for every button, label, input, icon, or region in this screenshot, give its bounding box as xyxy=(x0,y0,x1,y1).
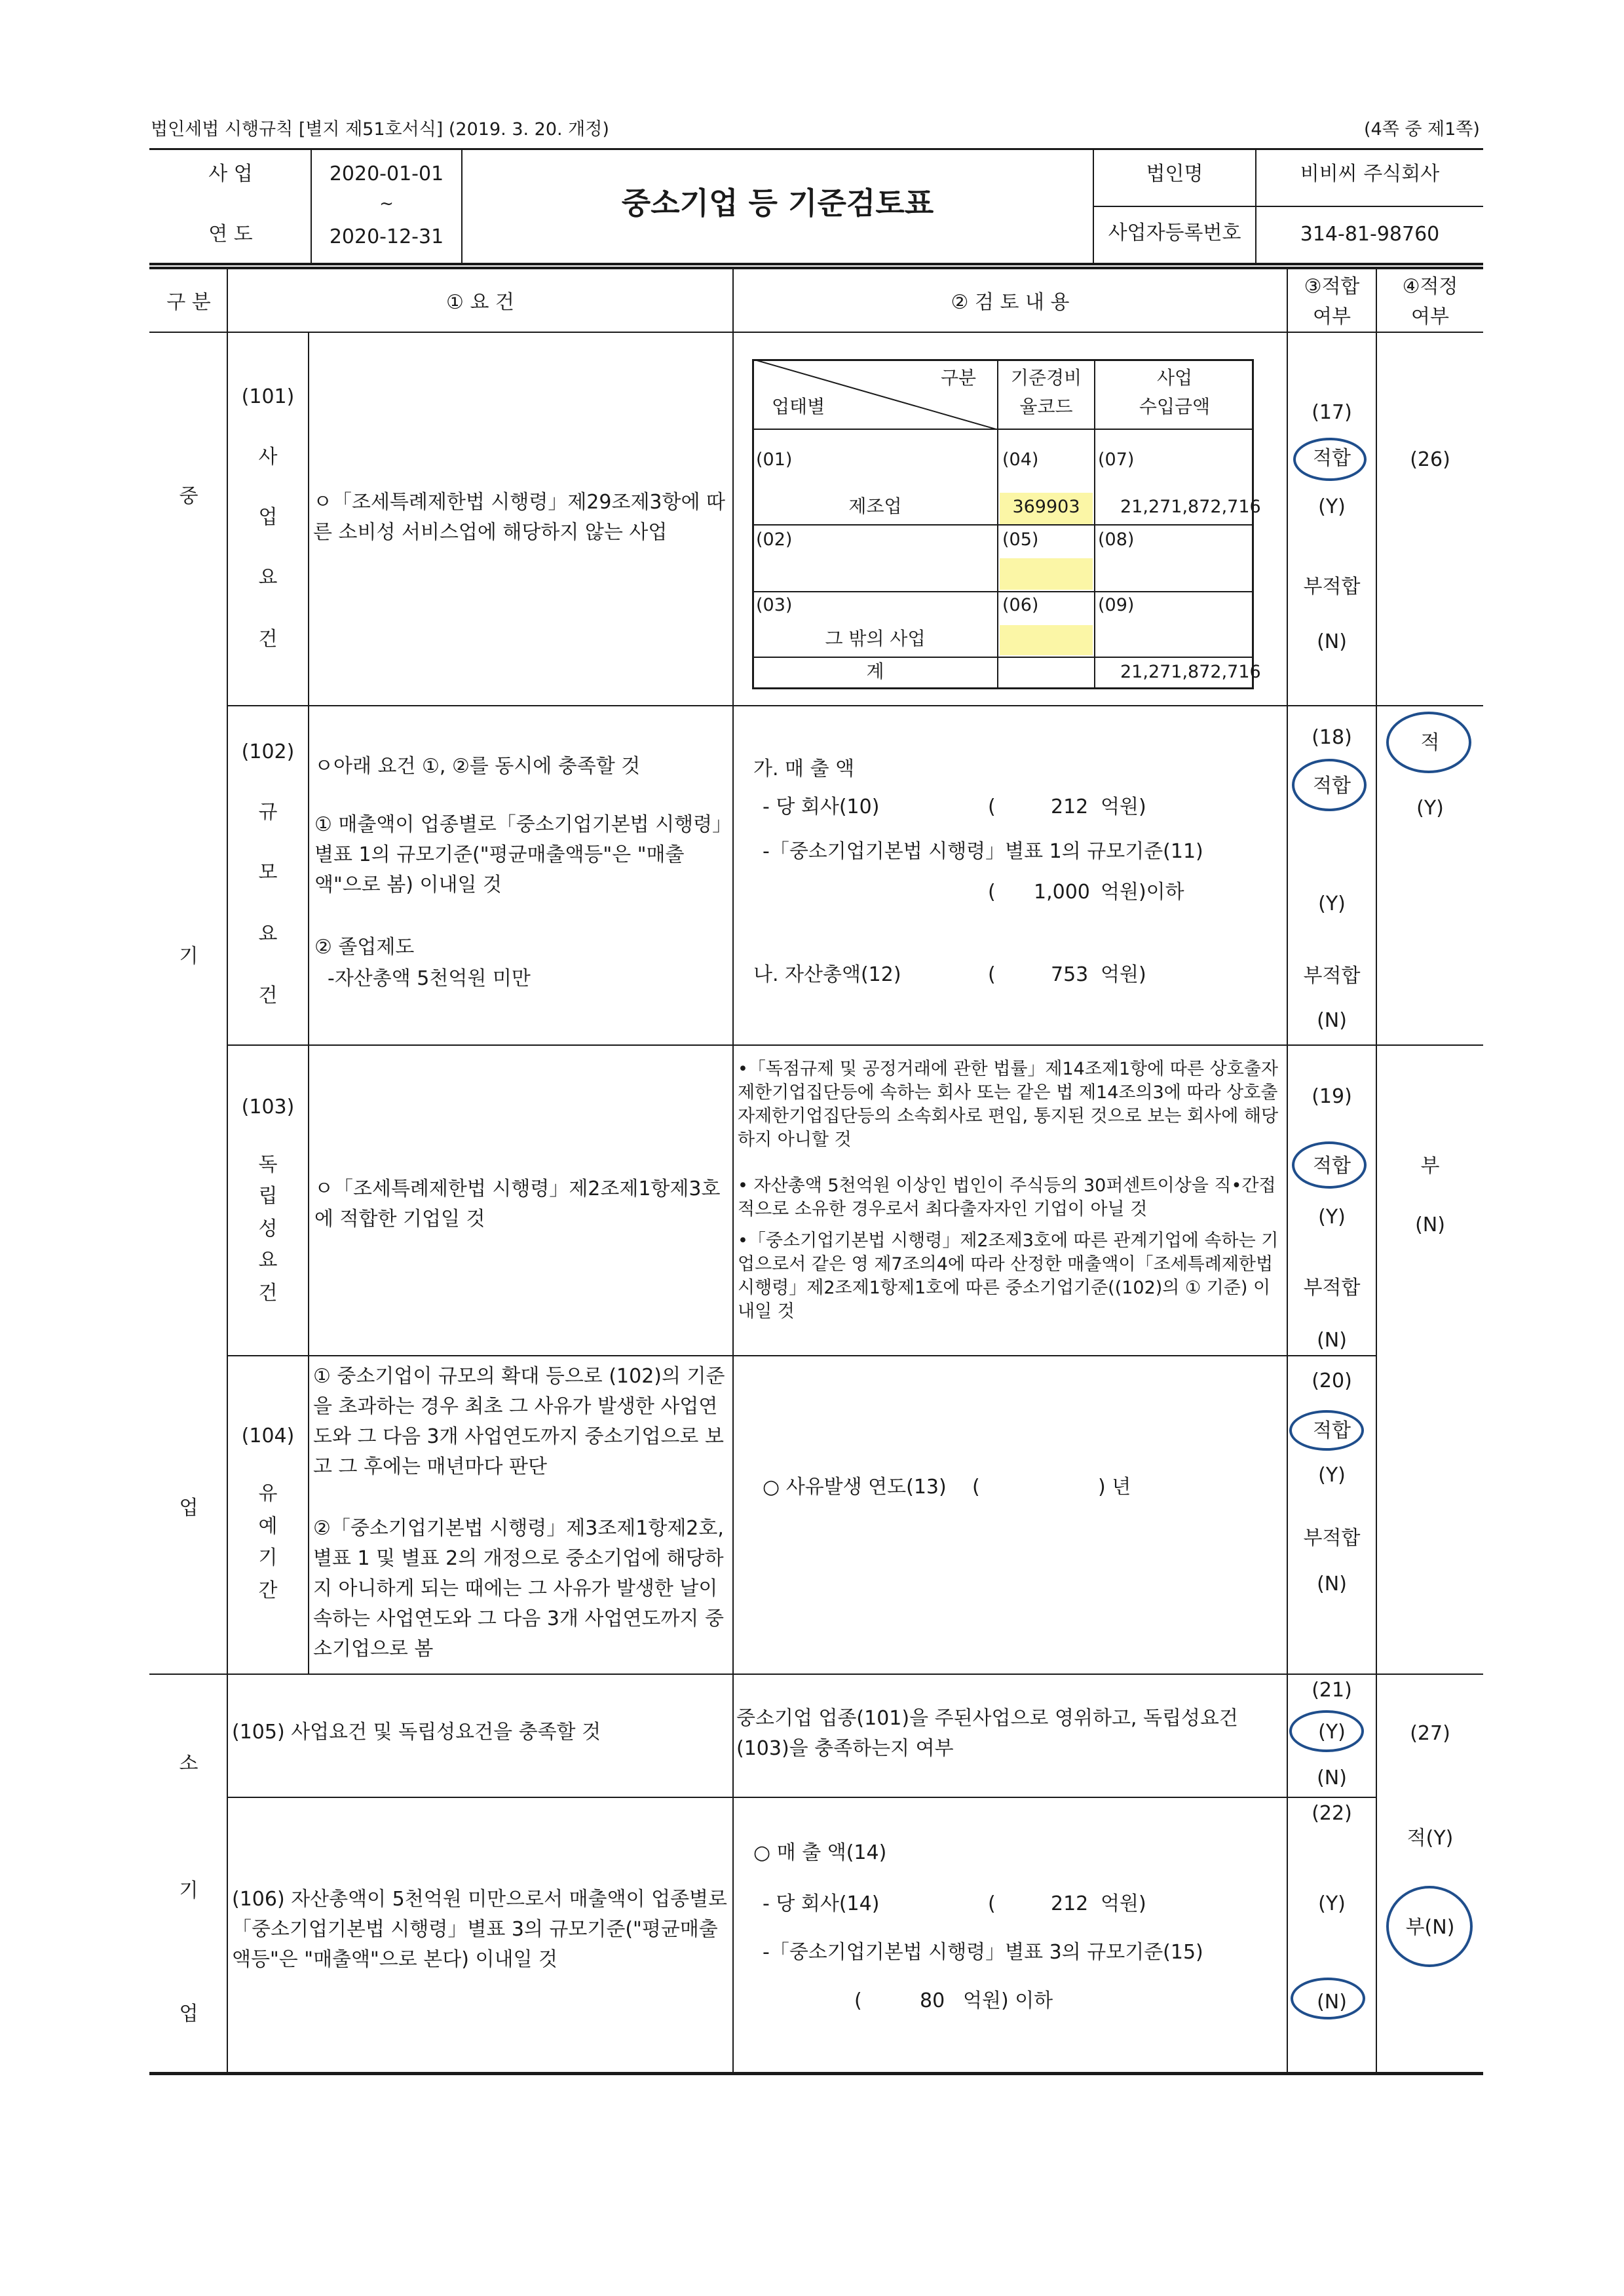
header-bottom-rule-2 xyxy=(149,267,1483,269)
header-top-rule xyxy=(149,148,1483,150)
requirement-102-1: ① 매출액이 업종별로「중소기업기본법 시행령」별표 1의 규모기준("평균매출액등"은 "매출액"으로 봄) 이내일 것 xyxy=(314,813,723,896)
fit4-y: 적(Y) xyxy=(1407,1827,1454,1850)
fit-n: (N) xyxy=(1317,1767,1347,1789)
row-label-char: 건 xyxy=(258,1282,278,1305)
corp-name-label: 법인명 xyxy=(1146,163,1203,185)
review-102-a2-unit: 억원)이하 xyxy=(1101,881,1184,904)
category-char: 중 xyxy=(179,485,198,508)
year-label-1: 사 업 xyxy=(208,163,253,185)
row-label-char: 모 xyxy=(258,861,278,884)
page-info: (4쪽 중 제1쪽) xyxy=(1364,119,1480,140)
fit-n: (N) xyxy=(1317,1573,1347,1596)
row-code-103: (103) xyxy=(241,1096,295,1119)
review-102-a2-value: 1,000 xyxy=(1034,881,1090,904)
selection-circle xyxy=(1289,1710,1364,1752)
selection-circle xyxy=(1292,759,1367,811)
fit-n: (N) xyxy=(1317,1329,1347,1352)
inner-total-label: 계 xyxy=(866,660,884,682)
row-label-char: 건 xyxy=(258,984,278,1007)
fit-no-label: 부적합 xyxy=(1303,1276,1361,1299)
inner-cell-code: (03) xyxy=(756,595,793,615)
fit-yes-label: 적합 xyxy=(1313,447,1351,470)
requirement-101: ㅇ「조세특례제한법 시행령」제29조제3항에 따른 소비성 서비스업에 해당하지 않는 사업 xyxy=(313,491,725,544)
form-reference: 법인세법 시행규칙 [별지 제51호서식] (2019. 3. 20. 개정) xyxy=(151,119,609,140)
review-102-b-open: ( xyxy=(988,963,996,986)
review-102-a2: -「중소기업기본법 시행령」별표 1의 규모기준(11) xyxy=(763,840,1203,863)
review-102-b-value: 753 xyxy=(1051,963,1089,986)
fit4-value: 적 xyxy=(1420,731,1440,754)
highlight-cell xyxy=(1000,558,1093,590)
requirement-106: (106) 자산총액이 5천억원 미만으로서 매출액이 업종별로「중소기업기본법 시행령」별표 3의 규모기준("평균매출액등"은 "매출액"으로 본다) 이내일 것 xyxy=(232,1888,728,1971)
col-header-requirement: ① 요 건 xyxy=(446,291,514,314)
fit4-n: (N) xyxy=(1415,1214,1445,1236)
category-char: 업 xyxy=(179,1497,198,1520)
row-label-char: 유 xyxy=(258,1482,278,1505)
inner-cell-amount: 21,271,872,716 xyxy=(1120,497,1261,517)
biz-no-label: 사업자등록번호 xyxy=(1108,221,1241,244)
inner-cell-name: 제조업 xyxy=(848,495,902,517)
row-label-char: 기 xyxy=(258,1546,278,1569)
inner-cell-code: (01) xyxy=(756,450,793,470)
fit-no-label: 부적합 xyxy=(1303,965,1361,987)
selection-circle xyxy=(1293,438,1367,481)
review-104-open: ( xyxy=(972,1476,980,1499)
review-106-2-unit: 억원) 이하 xyxy=(963,1989,1053,2012)
inner-cell-code: (09) xyxy=(1098,595,1135,615)
fit4-y: (Y) xyxy=(1416,797,1444,820)
row-code-104: (104) xyxy=(241,1425,295,1447)
row-rule-104 xyxy=(149,1674,1483,1675)
industry-table-divider xyxy=(752,524,1254,526)
period-end: 2020-12-31 xyxy=(329,225,444,248)
year-label-2: 연 도 xyxy=(208,223,253,246)
review-102-a1: - 당 회사(10) xyxy=(763,795,880,818)
review-102-a: 가. 매 출 액 xyxy=(753,757,855,780)
selection-circle xyxy=(1291,1978,1365,2019)
requirement-103: ㅇ「조세특례제한법 시행령」제2조제1항제3호에 적합한 기업일 것 xyxy=(314,1177,721,1231)
header-divider xyxy=(1093,206,1483,207)
row-code-102: (102) xyxy=(241,740,295,763)
review-106-1-unit: 억원) xyxy=(1101,1892,1146,1915)
row-label-char: 요 xyxy=(258,923,278,946)
row-rule-105 xyxy=(227,1797,1376,1798)
row-label-char: 요 xyxy=(258,566,278,589)
review-104: ○ 사유발생 연도(13) xyxy=(763,1476,947,1499)
category-char: 기 xyxy=(179,945,198,968)
fit-y: (Y) xyxy=(1318,1721,1346,1744)
fit-code-22: (22) xyxy=(1312,1802,1352,1825)
row-label-char: 업 xyxy=(258,506,278,529)
row-label-char: 규 xyxy=(258,801,278,824)
review-106-title: ○ 매 출 액(14) xyxy=(753,1841,887,1864)
table-header-rule xyxy=(149,332,1483,333)
row-label-char: 건 xyxy=(258,628,278,651)
inner-cell-code: (06) xyxy=(1002,595,1039,615)
inner-header-col3: 수입금액 xyxy=(1139,396,1211,417)
selection-circle xyxy=(1289,1410,1364,1451)
fit-code-18: (18) xyxy=(1312,726,1352,749)
category-char: 소 xyxy=(179,1752,198,1775)
row-code-101: (101) xyxy=(241,385,295,408)
review-102-b: 나. 자산총액(12) xyxy=(753,963,901,986)
fit-y: (Y) xyxy=(1318,1464,1346,1487)
inner-cell-code: (02) xyxy=(756,529,793,550)
inner-cell-name: 그 밖의 사업 xyxy=(825,628,926,649)
col-header-fit4-1: ④적정 xyxy=(1402,275,1458,298)
col-divider-review xyxy=(732,267,734,2073)
industry-table-divider xyxy=(752,657,1254,658)
row-label-char: 예 xyxy=(258,1515,278,1538)
requirement-102-2: ② 졸업제도 xyxy=(314,936,415,959)
row-label-char: 립 xyxy=(258,1185,278,1208)
inner-header-col2: 율코드 xyxy=(1019,396,1073,417)
requirement-104-1: ① 중소기업이 규모의 확대 등으로 (102)의 기준을 초과하는 경우 최초 그 사유가 발생한 사업연도와 그 다음 3개 사업연도까지 중소기업으로 보고 그 후에는 매년마다 판단 xyxy=(313,1365,725,1478)
review-106-1-open: ( xyxy=(988,1892,996,1915)
col-header-fit3-1: ③적합 xyxy=(1304,275,1360,298)
review-106-2: -「중소기업기본법 시행령」별표 3의 규모기준(15) xyxy=(763,1941,1203,1964)
selection-circle xyxy=(1386,712,1471,773)
fit-no-label: 부적합 xyxy=(1303,575,1361,598)
row-label-char: 요 xyxy=(258,1249,278,1272)
selection-circle xyxy=(1292,1141,1367,1189)
row-rule-101 xyxy=(227,705,1483,706)
inner-cell-code: (08) xyxy=(1098,529,1135,550)
fit-code-19: (19) xyxy=(1312,1085,1352,1108)
review-106-1: - 당 회사(14) xyxy=(763,1892,880,1915)
inner-header-diag-bottom: 업태별 xyxy=(772,396,825,417)
inner-cell-code: (05) xyxy=(1002,529,1039,550)
review-106-1-value: 212 xyxy=(1051,1892,1089,1915)
category-char: 업 xyxy=(179,2002,198,2025)
requirement-104-2: ②「중소기업기본법 시행령」제3조제1항제2호, 별표 1 및 별표 2의 개정으로 중소기업에 해당하지 아니하게 되는 때에는 그 사유가 발생한 날이 속하는 사업연도와 그 다음 3개 사업연도까지 중소기업으로 봄 xyxy=(313,1517,724,1660)
row-label-char: 사 xyxy=(258,446,278,469)
review-103-3: •「중소기업기본법 시행령」제2조제3호에 따른 관계기업에 속하는 기업으로서 같은 영 제7조의4에 따라 산정한 매출액이「조세특례제한법 시행령」제2조제1항제1호에 따른 중소기업기준((102)의 ① 기준) 이내일 것 xyxy=(738,1231,1279,1322)
review-103-1: •「독점규제 및 공정거래에 관한 법률」제14조제1항에 따른 상호출자제한기업집단등에 속하는 회사 또는 같은 법 제14조의3에 따라 상호출자제한기업집단등의 소속회사로 편입, 통지된 것으로 보는 회사에 해당하지 아니할 것 xyxy=(738,1059,1279,1150)
fit-no-label: 부적합 xyxy=(1303,1527,1361,1550)
requirement-102-2b: -자산총액 5천억원 미만 xyxy=(328,967,531,990)
inner-cell-code-value: 369903 xyxy=(1012,497,1080,517)
page-title: 중소기업 등 기준검토표 xyxy=(621,185,934,221)
fit-y: (Y) xyxy=(1318,892,1346,915)
review-105: 중소기업 업종(101)을 주된사업으로 영위하고, 독립성요건(103)을 충족하는지 여부 xyxy=(736,1707,1238,1760)
inner-header-col3: 사업 xyxy=(1156,367,1193,389)
biz-no: 314-81-98760 xyxy=(1300,223,1440,246)
fit-yes-label: 적합 xyxy=(1313,1155,1351,1177)
col-header-category: 구 분 xyxy=(166,291,211,314)
fit-code-20: (20) xyxy=(1312,1369,1352,1392)
fit-code-17: (17) xyxy=(1312,401,1352,424)
fit-y: (Y) xyxy=(1318,1892,1346,1915)
corp-name: 비비씨 주식회사 xyxy=(1300,163,1440,185)
fit-n: (N) xyxy=(1317,630,1347,653)
fit-y: (Y) xyxy=(1318,495,1346,518)
review-102-a1-unit: 억원) xyxy=(1101,795,1146,818)
review-102-a1-value: 212 xyxy=(1051,795,1089,818)
col-header-review: ② 검 토 내 용 xyxy=(951,291,1070,314)
review-102-a2-open: ( xyxy=(988,881,996,904)
col-header-fit3-2: 여부 xyxy=(1313,305,1351,328)
fit4-code-27: (27) xyxy=(1410,1722,1450,1745)
fit4-code-26: (26) xyxy=(1410,448,1450,471)
review-102-b-unit: 억원) xyxy=(1101,963,1146,986)
fit4-n: 부(N) xyxy=(1405,1916,1455,1939)
review-103-2: • 자산총액 5천억원 이상인 법인이 주식등의 30퍼센트이상을 직•간접적으로 소유한 경우로서 최다출자자인 기업이 아닐 것 xyxy=(738,1176,1276,1219)
selection-circle xyxy=(1386,1886,1473,1967)
inner-header-diag-top: 구분 xyxy=(941,367,977,389)
row-label-char: 간 xyxy=(258,1579,278,1602)
header-bottom-rule xyxy=(149,263,1483,265)
inner-header-col2: 기준경비 xyxy=(1010,367,1082,389)
col-header-fit4-2: 여부 xyxy=(1411,305,1449,328)
inner-cell-code: (07) xyxy=(1098,450,1135,470)
industry-table-divider xyxy=(752,591,1254,592)
review-102-a1-open: ( xyxy=(988,795,996,818)
col-divider-label xyxy=(308,333,309,1674)
review-106-2-open: ( xyxy=(854,1989,862,2012)
review-104-close: ) 년 xyxy=(1098,1476,1131,1499)
row-label-char: 성 xyxy=(258,1217,278,1240)
highlight-cell xyxy=(1000,625,1093,655)
fit-code-21: (21) xyxy=(1312,1679,1352,1702)
table-bottom-rule xyxy=(149,2072,1483,2075)
fit-yes-label: 적합 xyxy=(1313,1419,1351,1442)
fit4-value: 부 xyxy=(1420,1155,1440,1177)
fit-yes-label: 적합 xyxy=(1313,775,1351,797)
row-rule-103 xyxy=(227,1355,1376,1356)
inner-total-amount: 21,271,872,716 xyxy=(1120,662,1261,682)
requirement-105: (105) 사업요건 및 독립성요건을 충족할 것 xyxy=(232,1721,601,1744)
inner-cell-code: (04) xyxy=(1002,450,1039,470)
row-rule-102 xyxy=(227,1044,1483,1046)
period-tilde: ~ xyxy=(379,194,394,214)
row-label-char: 독 xyxy=(258,1153,278,1176)
period-start: 2020-01-01 xyxy=(329,163,444,185)
requirement-102-intro: ㅇ아래 요건 ①, ②를 동시에 충족할 것 xyxy=(314,755,641,778)
category-char: 기 xyxy=(179,1879,198,1902)
fit-n: (N) xyxy=(1317,1009,1347,1032)
fit-n: (N) xyxy=(1317,1991,1347,2014)
fit-y: (Y) xyxy=(1318,1206,1346,1229)
review-106-2-value: 80 xyxy=(920,1989,945,2012)
